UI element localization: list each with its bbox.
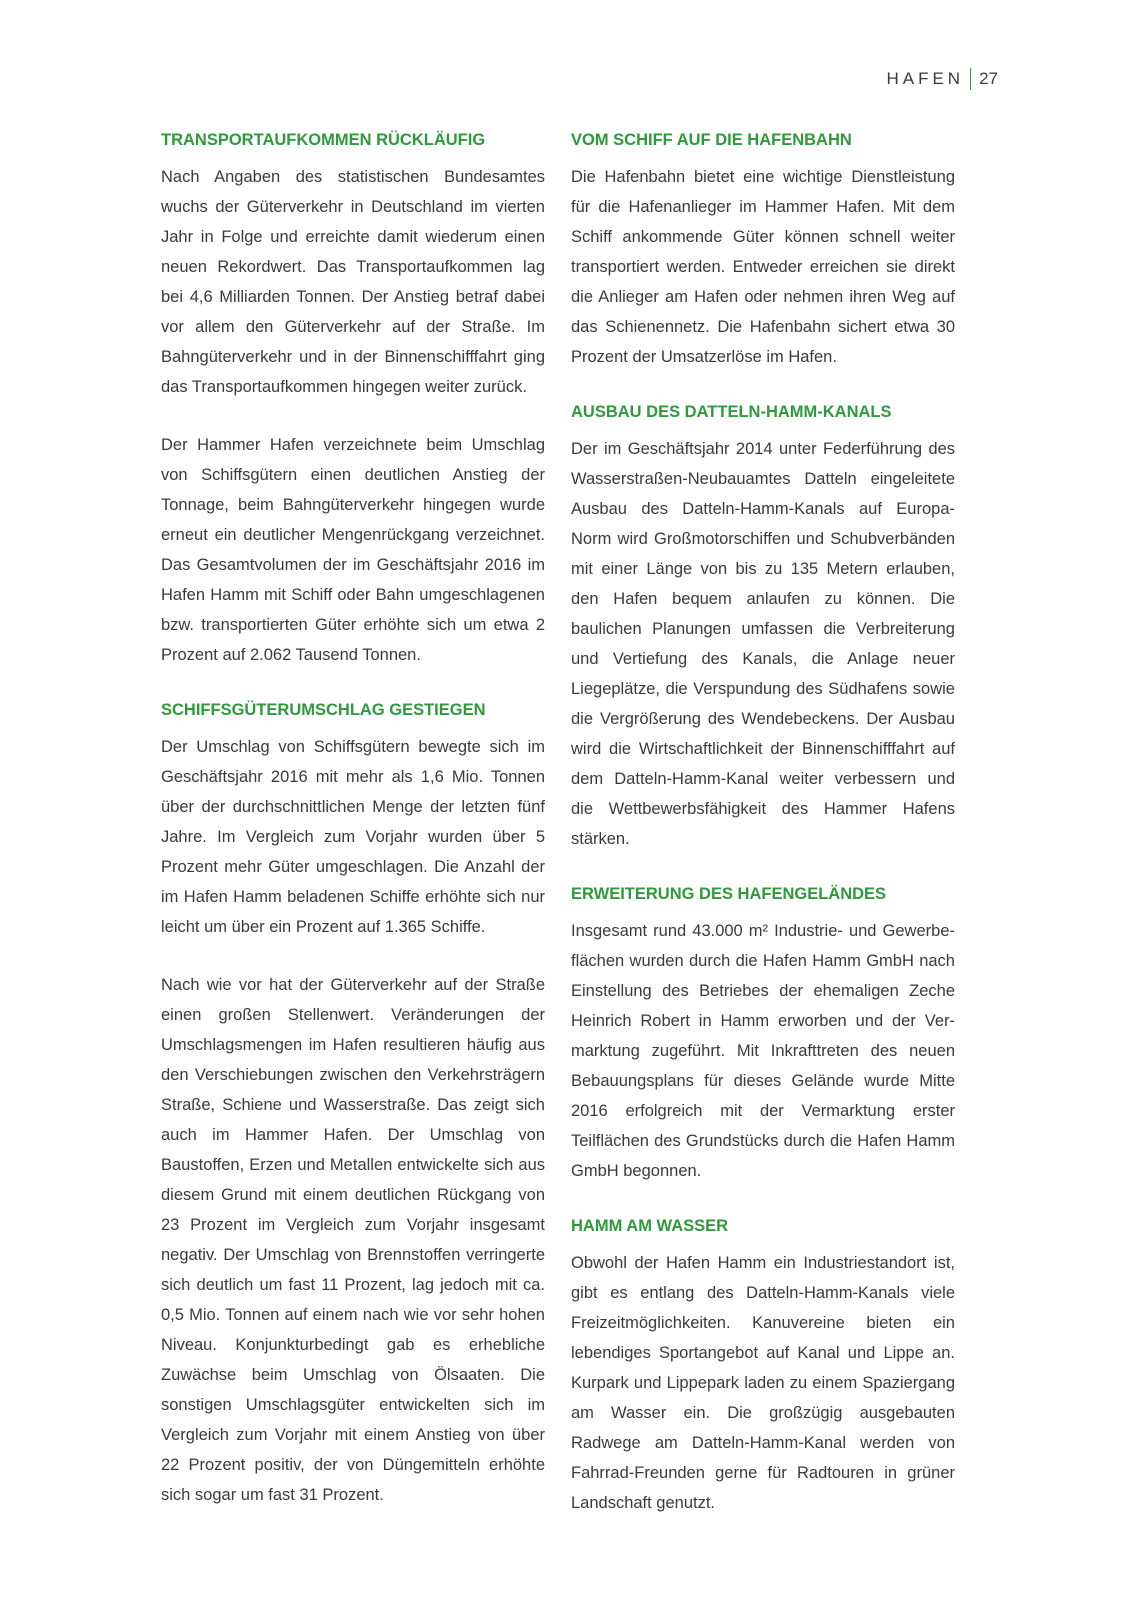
section-title: HAFEN — [886, 69, 965, 88]
heading-ausbau-kanal: AUSBAU DES DATTELN-HAMM-KANALS — [571, 403, 892, 421]
left-column — [161, 128, 545, 1510]
header-divider — [970, 68, 971, 90]
paragraph: Nach Angaben des statistischen Bundesamtes wuchs der Güterverkehr in Deutschland im vierten Jahr in Folge und erreichte damit wiederum einen neuen Rekordwert. Das Transportaufkommen lag bei 4,6 Milliarden Tonnen. Der Anstieg betraf dabei vor allem den Güterverkehr auf der Straße. Im Bahngüterverkehr und in der Binnenschifffahrt ging das Transportaufkommen hingegen weiter zurück. — [161, 168, 545, 396]
heading-transportaufkommen: TRANSPORTAUFKOMMEN RÜCKLÄUFIG — [161, 131, 486, 149]
heading-erweiterung: ERWEITERUNG DES HAFENGELÄNDES — [571, 885, 887, 903]
page-number: 27 — [979, 69, 998, 88]
paragraph: Der Hammer Hafen verzeichnete beim Umschlag von Schiffsgütern einen deutlichen Anstieg der Tonnage, beim Bahngüterverkehr hingegen wurde erneut ein deutlicher Mengenrückgang verzeichnet. Das Gesamtvolumen der im Geschäftsjahr 2016 im Hafen Hamm mit Schiff oder Bahn umgeschlagenen bzw. transportierten Güter erhöhte sich um etwa 2 Prozent auf 2.062 Tausend Tonnen. — [161, 436, 545, 664]
paragraph: Insgesamt rund 43.000 m² Industrie- und Gewerbeflächen wurden durch die Hafen Hamm GmbH nach Einstellung des Betriebes der ehemaligen Zeche Heinrich Robert in Hamm erworben und der Vermarktung zugeführt. Mit Inkrafttreten des neuen Bebauungsplans für dieses Gelände wurde Mitte 2016 erfolgreich mit der Vermarktung erster Teilflächen des Grundstücks durch die Hafen Hamm GmbH begonnen. — [571, 922, 955, 1180]
paragraph: Nach wie vor hat der Güterverkehr auf der Straße einen großen Stellenwert. Veränderungen der Umschlagsmengen im Hafen resultieren häufig aus den Verschiebungen zwischen den Verkehrsträgern Straße, Schiene und Wasserstraße. Das zeigt sich auch im Hammer Hafen. Der Umschlag von Baustoffen, Erzen und Metallen entwickelte sich aus diesem Grund mit einem deutlichen Rückgang von 23 Prozent im Vergleich zum Vorjahr insgesamt negativ. Der Umschlag von Brennstoffen verringerte sich deutlich um fast 11 Prozent, lag jedoch mit ca. 0,5 Mio. Tonnen auf einem nach wie vor sehr hohen Niveau. Konjunkturbedingt gab es erhebliche Zuwächse beim Umschlag von Ölsaaten. Die sonstigen Umschlagsgüter entwickelten sich im Vergleich zum Vorjahr mit einem Anstieg von über 22 Prozent positiv, der von Düngemitteln erhöhte sich sogar um fast 31 Prozent. — [161, 976, 545, 1504]
running-head — [886, 68, 998, 90]
right-column — [571, 128, 955, 1518]
paragraph: Der im Geschäftsjahr 2014 unter Federführung des Wasserstraßen-Neubauamtes Datteln eingeleitete Ausbau des Datteln-Hamm-Kanals auf Europa-Norm wird Großmotorschiffen und Schubverbänden mit einer Länge von bis zu 135 Metern erlauben, den Hafen bequem anlaufen zu können. Die baulichen Planungen umfassen die Verbreiterung und Vertiefung des Kanals, die Anlage neuer Liegeplätze, die Verspundung des Südhafens sowie die Vergrößerung des Wendebeckens. Der Ausbau wird die Wirtschaftlichkeit der Binnenschifffahrt auf dem Datteln-Hamm-Kanal weiter verbessern und die Wettbewerbsfähigkeit des Hammer Hafens stärken. — [571, 440, 955, 848]
heading-hafenbahn: VOM SCHIFF AUF DIE HAFENBAHN — [571, 131, 852, 149]
heading-schiffsgueterumschlag: SCHIFFSGÜTERUMSCHLAG GESTIEGEN — [161, 701, 486, 719]
paragraph: Obwohl der Hafen Hamm ein Industriestandort ist, gibt es entlang des Datteln-Hamm-Kanals viele Freizeitmöglichkeiten. Kanuvereine bieten ein lebendiges Sportangebot auf Kanal und Lippe an. Kurpark und Lippepark laden zu einem Spaziergang am Wasser ein. Die großzügig ausgebauten Radwege am Datteln-Hamm-Kanal werden von Fahrrad-Freunden gerne für Radtouren in grüner Landschaft genutzt. — [571, 1254, 955, 1512]
paragraph: Der Umschlag von Schiffsgütern bewegte sich im Geschäftsjahr 2016 mit mehr als 1,6 Mio. Tonnen über der durchschnittlichen Menge der letzten fünf Jahre. Im Vergleich zum Vorjahr wurden über 5 Prozent mehr Güter umgeschlagen. Die Anzahl der im Hafen Hamm beladenen Schiffe erhöhte sich nur leicht um über ein Prozent auf 1.365 Schiffe. — [161, 738, 545, 936]
paragraph: Die Hafenbahn bietet eine wichtige Dienstleistung für die Hafenanlieger im Hammer Hafen. Mit dem Schiff ankommende Güter können schnell weiter transportiert werden. Entweder erreichen sie direkt die Anlieger am Hafen oder nehmen ihren Weg auf das Schienennetz. Die Hafenbahn sichert etwa 30 Prozent der Umsatzerlöse im Hafen. — [571, 168, 955, 366]
heading-hamm-am-wasser: HAMM AM WASSER — [571, 1217, 729, 1235]
